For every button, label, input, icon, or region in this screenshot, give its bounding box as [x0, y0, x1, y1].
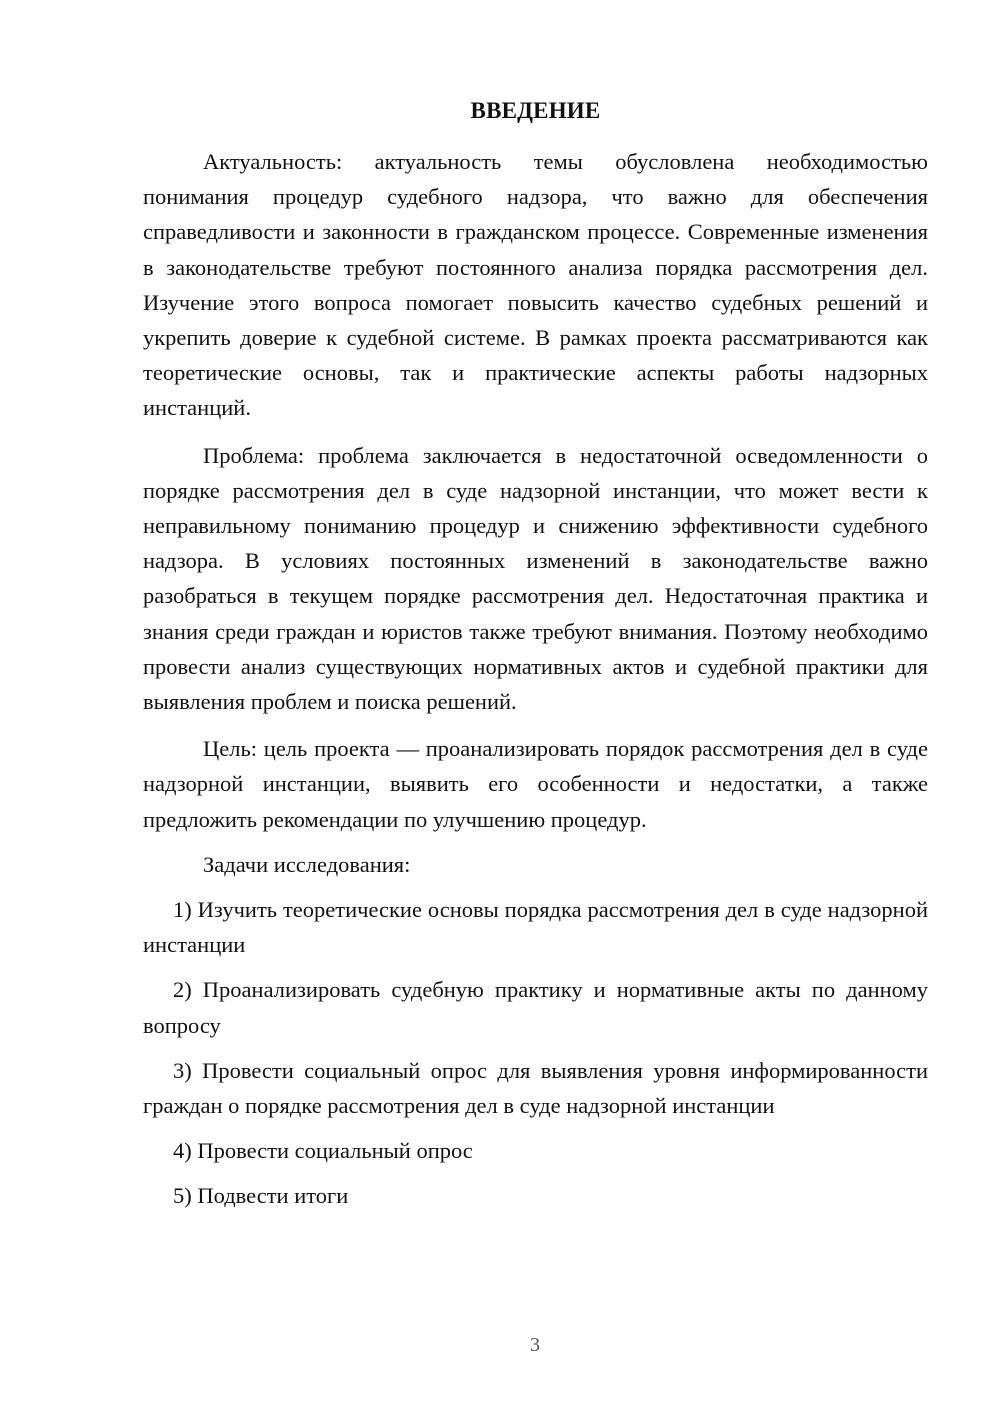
page-number: 3 [530, 1334, 540, 1356]
task-item-4: 4) Провести социальный опрос [173, 1138, 473, 1164]
paragraph-relevance: Актуальность: актуальность темы обусловлена необходимостью понимания процедур судебного надзора, что важно для обеспечения справедливости и законности в гражданском процессе. Современные изменения в законодательстве требуют постоянного анализа порядка рассмотрения дел. Изучение этого вопроса помогает повысить качество судебных решений и укрепить доверие к судебной системе. В рамках проекта рассматриваются как теоретические основы, так и практические аспекты работы надзорных инстанций. [143, 149, 928, 421]
task-item-1: 1) Изучить теоретические основы порядка рассмотрения дел в суде надзорной инстанции [143, 897, 928, 958]
tasks-heading: Задачи исследования: [203, 851, 411, 877]
section-title: ВВЕДЕНИЕ [470, 98, 601, 123]
task-item-2: 2) Проанализировать судебную практику и нормативные акты по данному вопросу [143, 977, 928, 1038]
paragraph-goal: Цель: цель проекта — проанализировать порядок рассмотрения дел в суде надзорной инстанции, выявить его особенности и недостатки, а также предложить рекомендации по улучшению процедур. [143, 736, 928, 832]
task-item-3: 3) Провести социальный опрос для выявления уровня информированности граждан о порядке рассмотрения дел в суде надзорной инстанции [143, 1057, 928, 1119]
document-page [143, 96, 928, 1214]
task-item-5: 5) Подвести итоги [173, 1183, 349, 1209]
paragraph-problem: Проблема: проблема заключается в недостаточной осведомленности о порядке рассмотрения дел в суде надзорной инстанции, что может вести к неправильному пониманию процедур и снижению эффективности судебного надзора. В условиях постоянных изменений в законодательстве важно разобраться в текущем порядке рассмотрения дел. Недостаточная практика и знания среди граждан и юристов также требуют внимания. Поэтому необходимо провести анализ существующих нормативных актов и судебной практики для выявления проблем и поиска решений. [143, 442, 928, 715]
